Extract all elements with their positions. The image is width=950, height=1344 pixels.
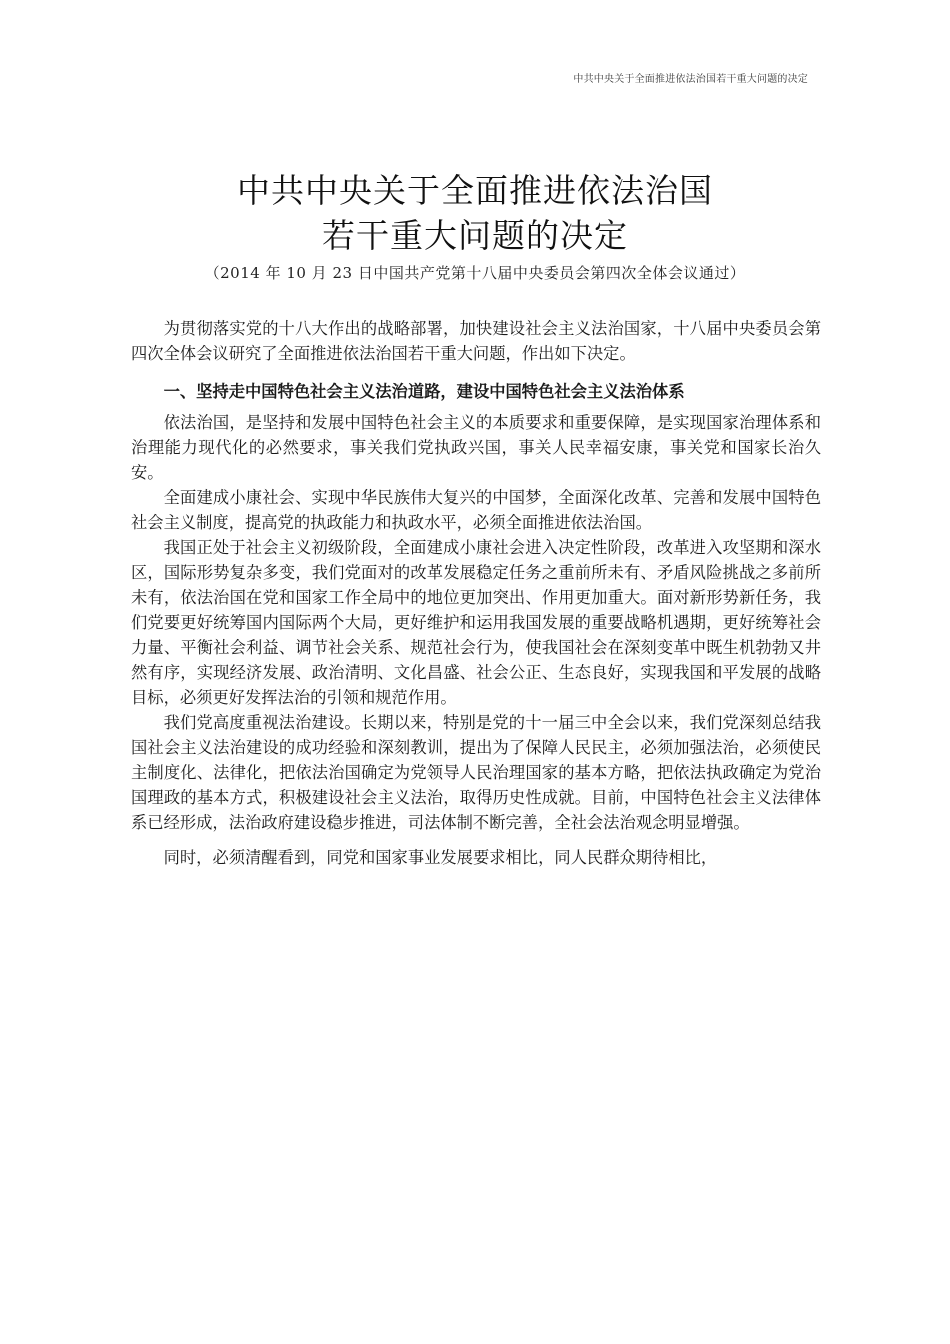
title-line-1: 中共中央关于全面推进依法治国	[237, 171, 713, 210]
document-subtitle: （2014 年 10 月 23 日中国共产党第十八届中央委员会第四次全体会议通过）	[204, 264, 746, 282]
title-line-2: 若干重大问题的决定	[322, 216, 628, 255]
body-paragraph: 我们党高度重视法治建设。长期以来，特别是党的十一届三中全会以来，我们党深刻总结我国社会主义法治建设的成功经验和深刻教训，提出为了保障人民民主，必须加强法治，必须使民主制度化、法律化，把依法治国确定为党领导人民治理国家的基本方略，把依法执政确定为党治国理政的基本方式，积极建设社会主义法治，取得历史性成就。目前，中国特色社会主义法律体系已经形成，法治政府建设稳步推进，司法体制不断完善，全社会法治观念明显增强。	[131, 713, 821, 832]
running-header: 中共中央关于全面推进依法治国若干重大问题的决定	[573, 74, 808, 85]
body-paragraph: 全面建成小康社会、实现中华民族伟大复兴的中国梦，全面深化改革、完善和发展中国特色社会主义制度，提高党的执政能力和执政水平，必须全面推进依法治国。	[131, 488, 821, 532]
section-heading: 一、坚持走中国特色社会主义法治道路，建设中国特色社会主义法治体系	[163, 382, 685, 401]
body-paragraph: 我国正处于社会主义初级阶段，全面建成小康社会进入决定性阶段，改革进入攻坚期和深水区，国际形势复杂多变，我们党面对的改革发展稳定任务之重前所未有、矛盾风险挑战之多前所未有，依法治国在党和国家工作全局中的地位更加突出、作用更加重大。面对新形势新任务，我们党要更好统筹国内国际两个大局，更好维护和运用我国发展的重要战略机遇期，更好统筹社会力量、平衡社会利益、调节社会关系、规范社会行为，使我国社会在深刻变革中既生机勃勃又井然有序，实现经济发展、政治清明、文化昌盛、社会公正、生态良好，实现我国和平发展的战略目标，必须更好发挥法治的引领和规范作用。	[131, 538, 821, 707]
document-title	[0, 168, 950, 258]
document-body	[131, 316, 821, 870]
body-paragraph: 同时，必须清醒看到，同党和国家事业发展要求相比，同人民群众期待相比，	[163, 848, 718, 867]
intro-paragraph: 为贯彻落实党的十八大作出的战略部署，加快建设社会主义法治国家，十八届中央委员会第四次全体会议研究了全面推进依法治国若干重大问题，作出如下决定。	[131, 319, 821, 363]
body-paragraph: 依法治国，是坚持和发展中国特色社会主义的本质要求和重要保障，是实现国家治理体系和治理能力现代化的必然要求，事关我们党执政兴国，事关人民幸福安康，事关党和国家长治久安。	[131, 413, 821, 482]
